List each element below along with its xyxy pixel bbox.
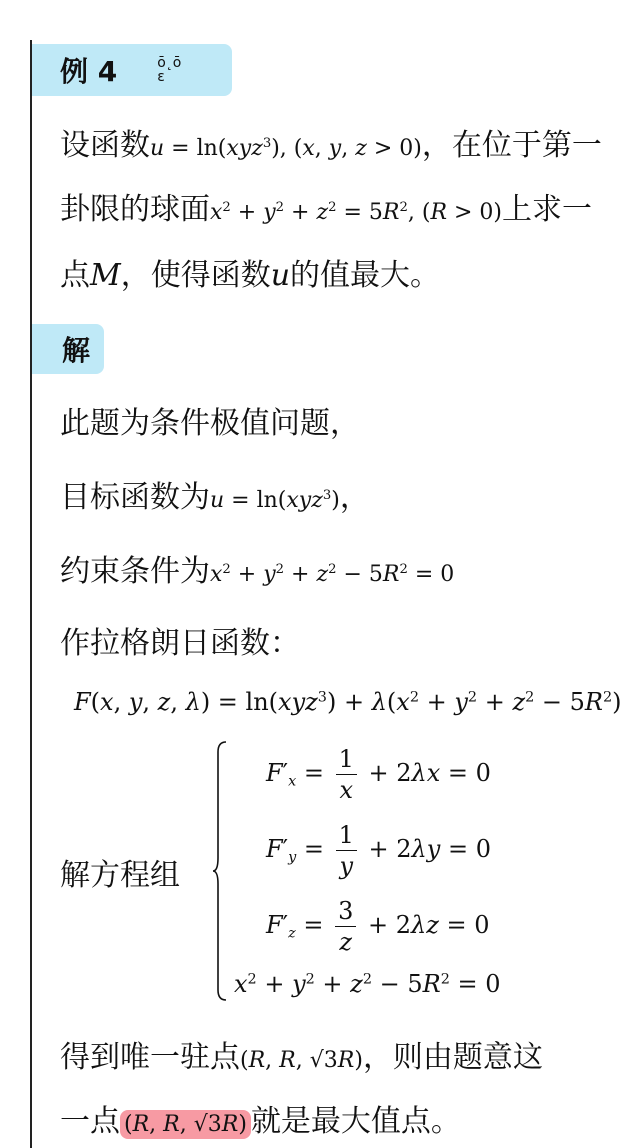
solution-line-3 <box>60 552 454 595</box>
solution-line-4 <box>60 624 300 664</box>
problem-formula-1: u = ln(xyz$^3$), (x, y, z > 0) <box>150 136 422 161</box>
conclusion-line-1 <box>60 1038 543 1081</box>
problem-text: 设函数 <box>60 128 150 163</box>
conclusion-line-2 <box>60 1102 461 1145</box>
solution-text: 目标函数为 <box>60 480 210 515</box>
equation-1: $F'_x$ = $\frac{1}{x}$ + 2λx = 0 <box>266 745 491 804</box>
solution-label: 解 <box>62 334 91 367</box>
conclusion-text: ，则由题意这 <box>362 1040 543 1075</box>
problem-text: 的值最大。 <box>290 258 441 293</box>
solution-text: 约束条件为 <box>60 554 210 589</box>
equation-3: $F'_z$ = $\frac{3}{z}$ + 2λz = 0 <box>266 897 490 956</box>
var-M: M <box>90 258 121 293</box>
problem-text: 点 <box>60 258 90 293</box>
example-label: 例 4 <box>60 55 118 88</box>
objective-formula: u = ln(xyz$^3$) <box>210 488 340 513</box>
lagrangian-formula: F(x, y, z, $\lambda) = \ln(xyz^3) + \lambda(x^2 + y^2 + z^2 - 5R^2)$ <box>74 688 622 716</box>
conclusion-text: 得到唯一驻点 <box>60 1040 240 1075</box>
solution-text: 作拉格朗日函数： <box>60 626 300 661</box>
constraint-formula: $x^2 + y^2 + z^2 - 5R^2 = 0$ <box>210 562 455 587</box>
highlighted-point: (R, R, √3R) <box>120 1110 251 1139</box>
example-label-box <box>32 44 232 96</box>
conclusion-text: 一点 <box>60 1104 120 1139</box>
problem-text: 卦限的球面 <box>60 192 210 227</box>
equation-2: $F'_y$ = $\frac{1}{y}$ + 2λy = 0 <box>266 821 491 880</box>
stationary-point: (R, R, √3R) <box>240 1048 363 1073</box>
problem-text: ，在位于第一 <box>421 128 602 163</box>
left-brace <box>212 740 228 1002</box>
solution-text: 此题为条件极值问题， <box>60 406 360 441</box>
problem-line-1 <box>60 126 602 169</box>
system-label: 解方程组 <box>60 858 180 893</box>
solution-label-box <box>32 324 104 374</box>
doodle-face-icon: ō˛ō ε <box>157 55 182 85</box>
conclusion-text: 就是最大值点。 <box>250 1104 461 1139</box>
problem-line-2 <box>60 190 592 233</box>
margin-rule <box>30 40 32 1148</box>
problem-line-3 <box>60 256 440 296</box>
solution-text: ， <box>339 480 370 515</box>
problem-formula-2: $x^2 + y^2 + z^2 = 5R^2$, (R > 0) <box>210 200 503 225</box>
solution-line-1 <box>60 404 360 444</box>
problem-text: ，使得函数 <box>120 258 271 293</box>
problem-text: 上求一 <box>502 192 593 227</box>
var-u: u <box>270 258 291 293</box>
equation-4: $x^2 + y^2 + z^2 - 5R^2 = 0$ <box>234 970 501 998</box>
solution-line-2 <box>60 478 370 521</box>
